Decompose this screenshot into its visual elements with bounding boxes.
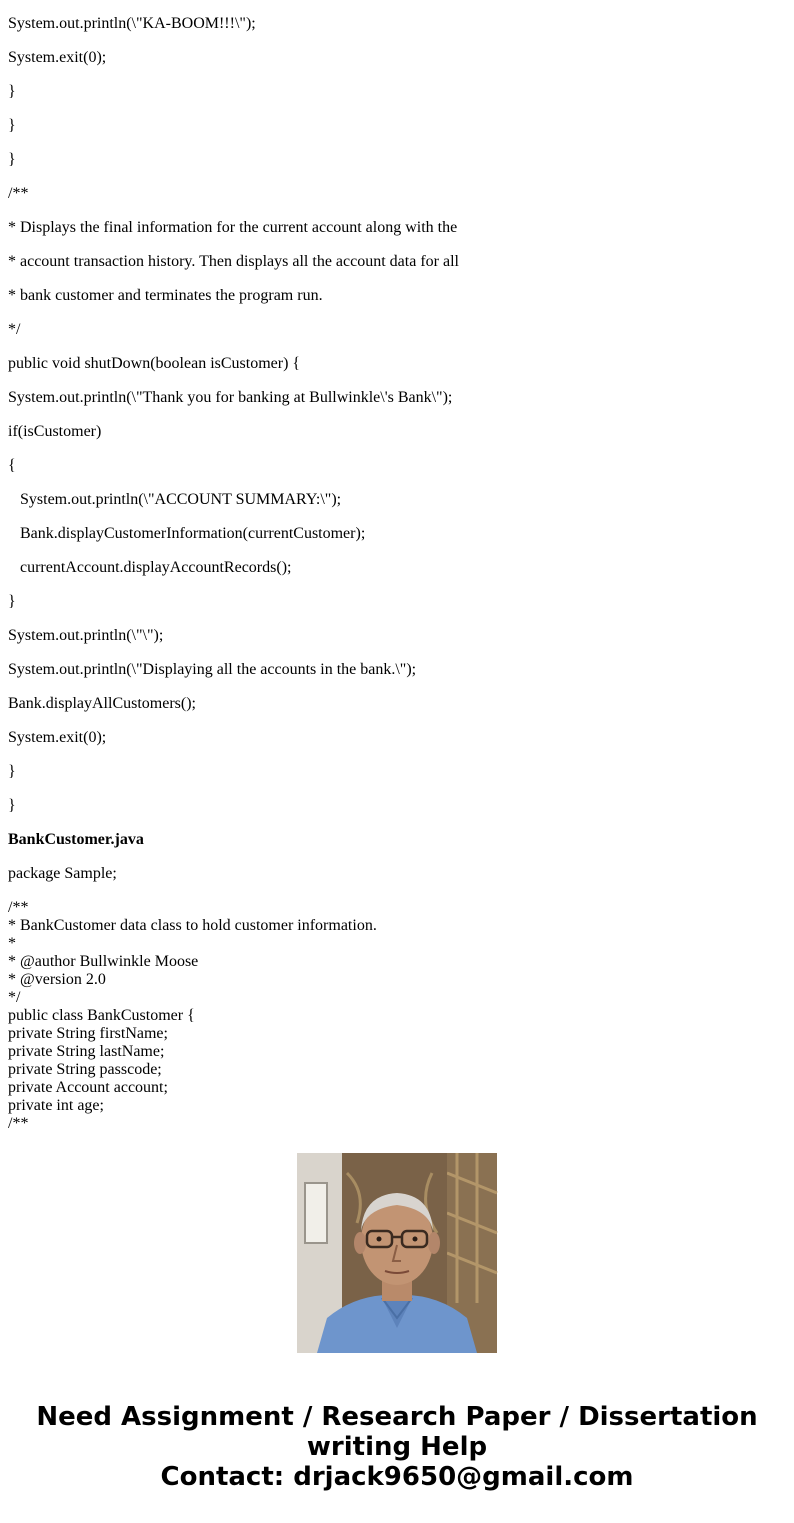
- code-line: System.out.println(\"\");: [8, 627, 164, 644]
- person-portrait-icon: [297, 1153, 497, 1353]
- code-line: System.exit(0);: [8, 729, 107, 746]
- code-line: }: [8, 763, 16, 780]
- code-line: private String passcode;: [8, 1061, 162, 1078]
- code-line: System.out.println(\"Displaying all the accounts in the bank.\");: [8, 661, 417, 678]
- code-line: }: [8, 593, 16, 610]
- code-content: [8, 0, 788, 1132]
- code-line: /**: [8, 1115, 29, 1132]
- code-line: }: [8, 83, 16, 100]
- package-line: package Sample;: [8, 865, 117, 882]
- code-line: System.out.println(\"Thank you for banking at Bullwinkle\'s Bank\");: [8, 389, 453, 406]
- code-line: private String firstName;: [8, 1025, 168, 1042]
- code-line: private Account account;: [8, 1079, 168, 1096]
- code-line: public void shutDown(boolean isCustomer) {: [8, 355, 301, 372]
- contact-line: Contact: drjack9650@gmail.com: [160, 1462, 634, 1492]
- code-line: System.out.println(\"KA-BOOM!!!\");: [8, 15, 256, 32]
- code-line: public class BankCustomer {: [8, 1007, 195, 1024]
- code-line: /**: [8, 185, 29, 202]
- code-line: * @author Bullwinkle Moose: [8, 953, 199, 970]
- profile-photo: [297, 1153, 497, 1353]
- code-block-dense: [8, 899, 788, 1133]
- code-line: {: [8, 457, 16, 474]
- code-line: /**: [8, 899, 29, 916]
- file-title: BankCustomer.java: [8, 831, 144, 848]
- code-line: *: [8, 935, 16, 952]
- code-line: * @version 2.0: [8, 971, 106, 988]
- code-line: Bank.displayCustomerInformation(currentCustomer);: [20, 525, 366, 542]
- code-line: */: [8, 989, 21, 1006]
- code-line: * account transaction history. Then displays all the account data for all: [8, 253, 459, 270]
- code-line: System.exit(0);: [8, 49, 107, 66]
- code-line: * bank customer and terminates the program run.: [8, 287, 323, 304]
- footer-line: writing Help: [306, 1432, 488, 1462]
- code-line: private String lastName;: [8, 1043, 165, 1060]
- code-line: currentAccount.displayAccountRecords();: [20, 559, 292, 576]
- code-line: * Displays the final information for the current account along with the: [8, 219, 458, 236]
- code-line: }: [8, 117, 16, 134]
- code-line: private int age;: [8, 1097, 104, 1114]
- code-line: */: [8, 321, 21, 338]
- code-block-spaced: [8, 15, 788, 883]
- code-line: }: [8, 797, 16, 814]
- code-line: Bank.displayAllCustomers();: [8, 695, 196, 712]
- code-line: System.out.println(\"ACCOUNT SUMMARY:\");: [20, 491, 342, 508]
- footer-banner: [0, 1402, 794, 1492]
- code-line: }: [8, 151, 16, 168]
- code-line: * BankCustomer data class to hold customer information.: [8, 917, 377, 934]
- code-line: if(isCustomer): [8, 423, 102, 440]
- footer-line: Need Assignment / Research Paper / Dissertation: [36, 1402, 758, 1432]
